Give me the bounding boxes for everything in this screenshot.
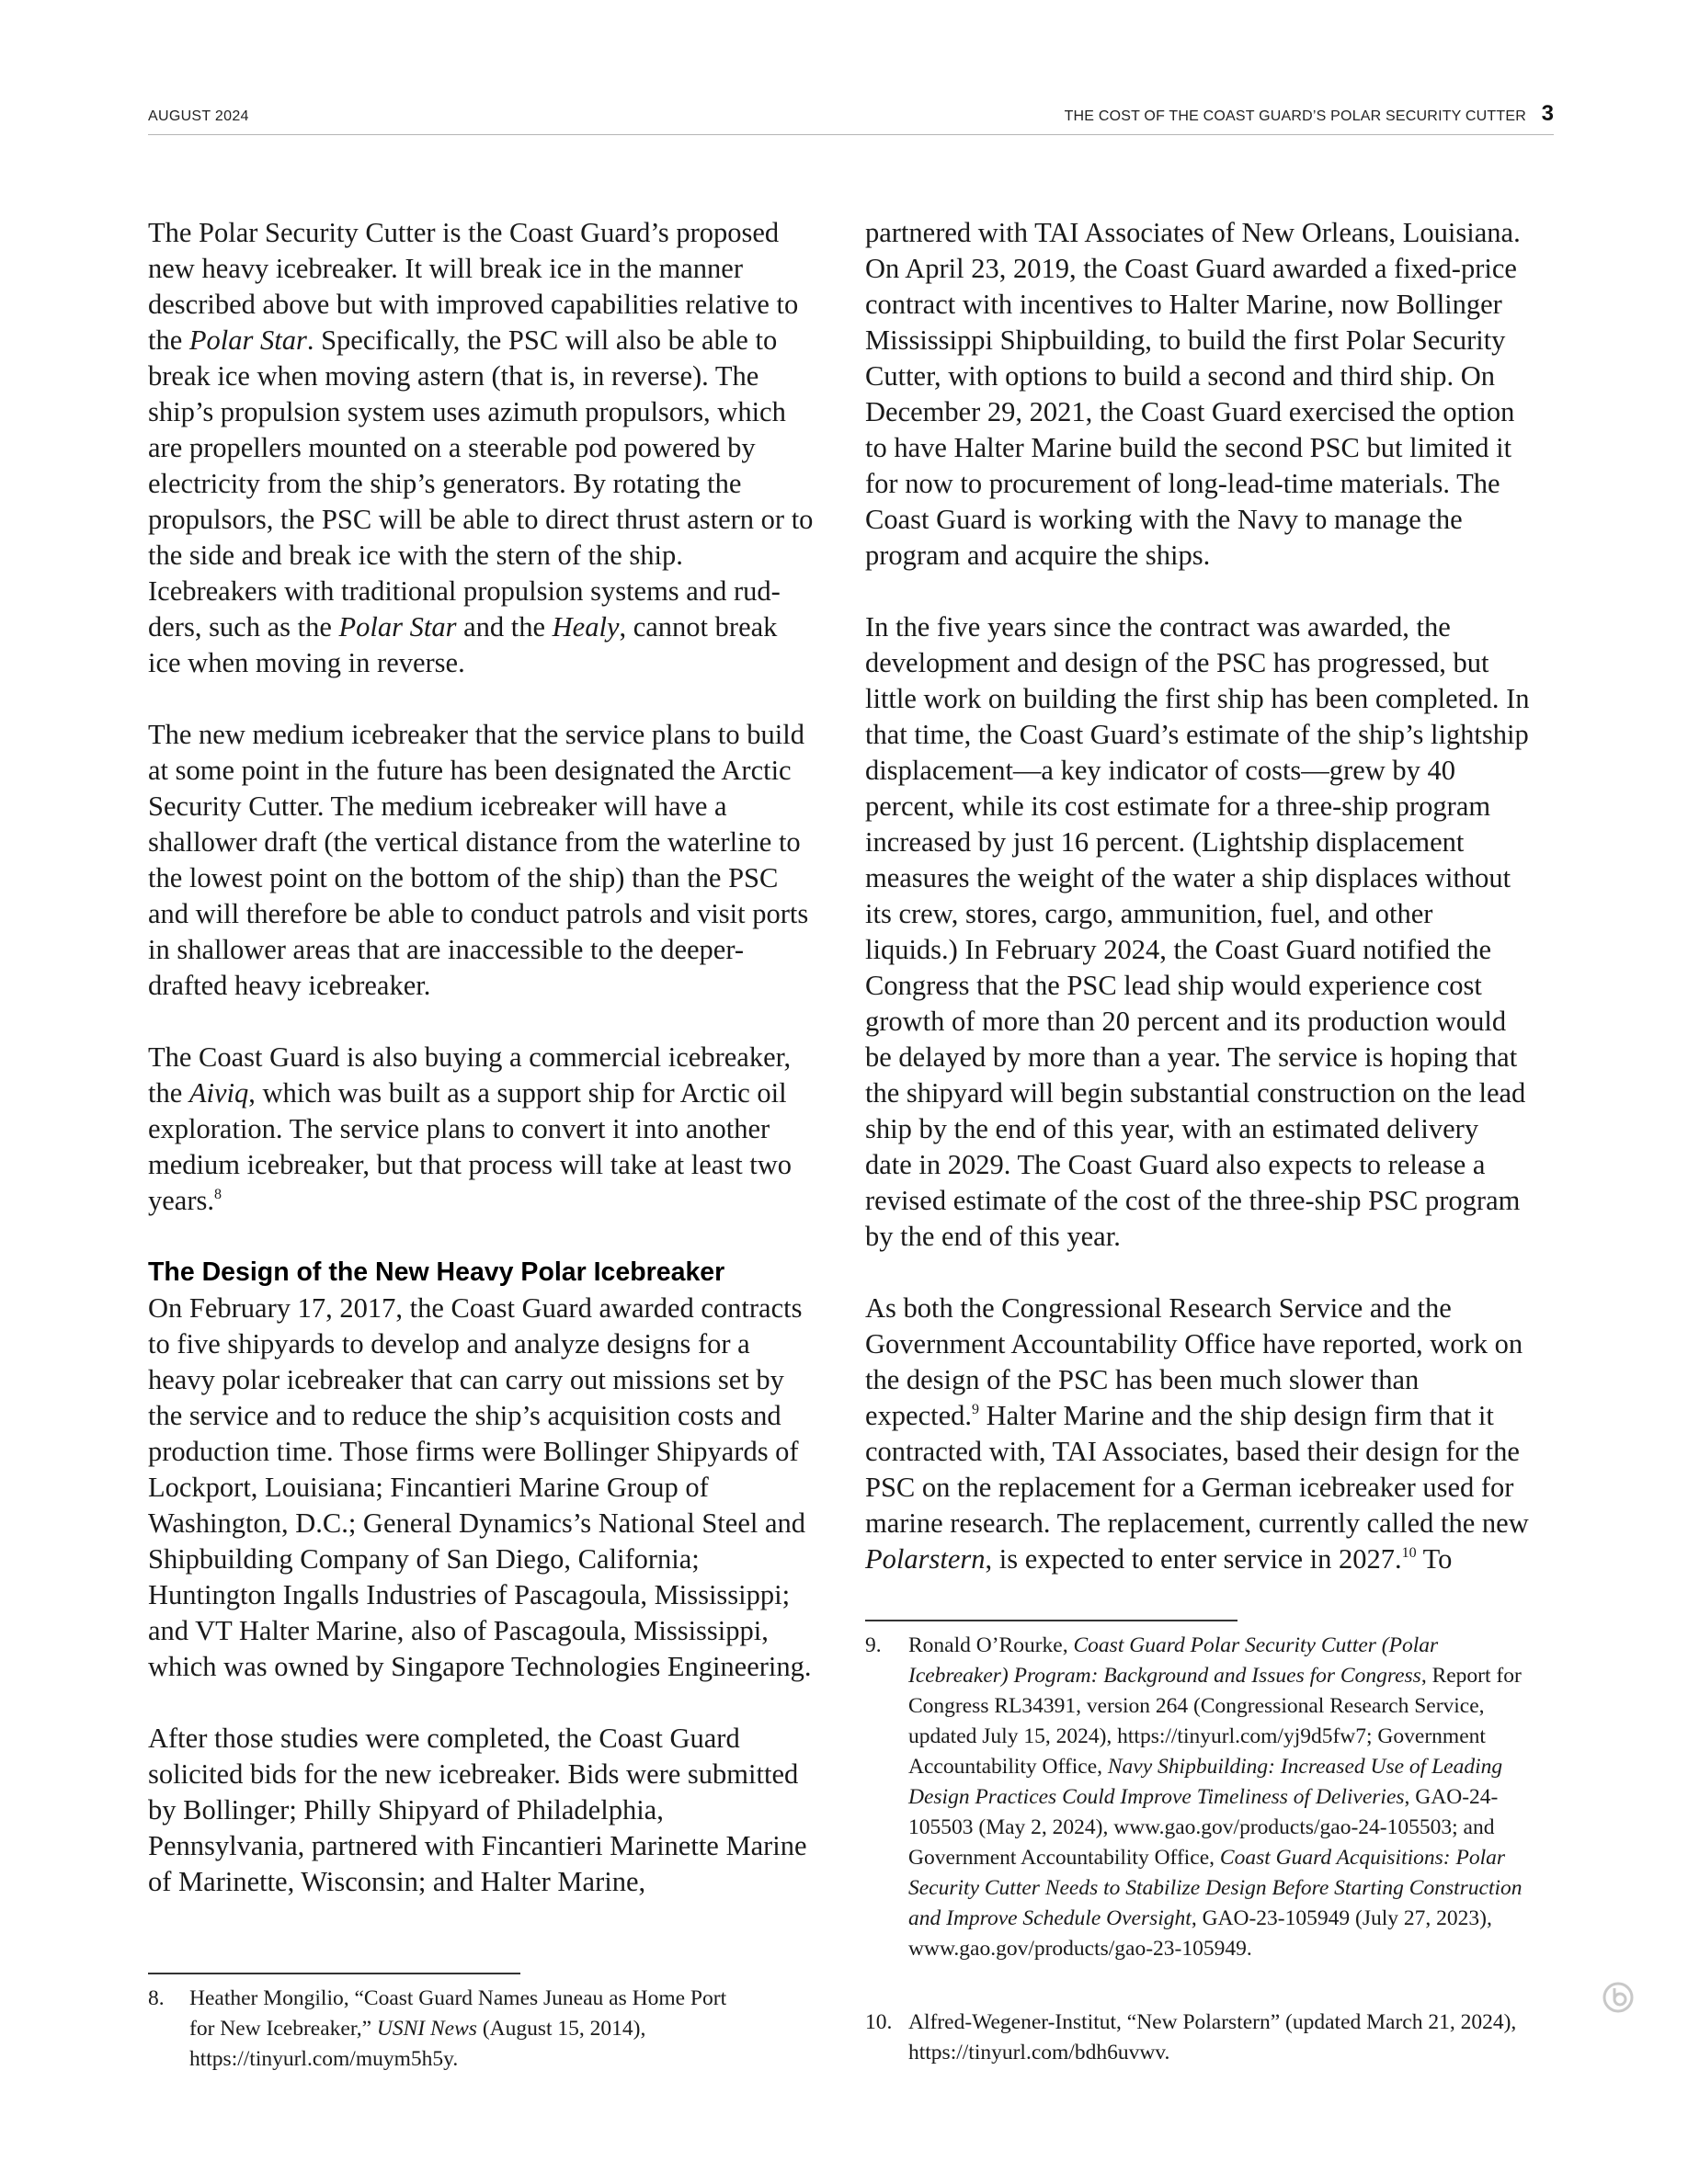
paragraph-progress: In the five years since the contract was awarded, the development and design of the PSC has progressed, but little work on building the first ship has been completed. In that time, the Coast Guard’s estimate of the ship’s lightship displacement—a key indicator of costs—grew by 40 percent, while its cost estimate for a three-ship program increased by just 16 percent. (Lightship displacement measures the weight of the water a ship displaces without its crew, stores, cargo, ammunition, fuel, and other liquids.) In February 2024, the Coast Guard notified the Congress that the PSC lead ship would experience cost growth of more than 20 percent and its production would be delayed by more than a year. The service is hoping that the shipyard will begin substantial construction on the lead ship by the end of this year, with an estimated delivery date in 2029. The Coast Guard also expects to release a revised estimate of the cost of the three-ship PSC program by the end of this year. (865, 611, 1530, 1252)
footnote-ref: 9 (972, 1402, 979, 1417)
left-column (148, 215, 815, 1900)
section-heading: The Design of the New Heavy Polar Icebreaker (148, 1257, 725, 1287)
right-column (865, 215, 1532, 1577)
paragraph-design-contracts: On February 17, 2017, the Coast Guard awarded contracts to five shipyards to develop and analyze designs for a heavy polar icebreaker that can carry out missions set by the service and to reduce the ship’s acquisition costs and production time. Those firms were Bollinger Shipyards of Lockport, Louisiana; Fincantieri Marine Group of Washington, D.C.; General Dynamics’s National Steel and Shipbuilding Company of San Diego, California; Huntington Ingalls Industries of Pascagoula, Mississippi; and VT Halter Marine, also of Pascagoula, Mississippi, which was owned by Singapore Technologies Engineering. (148, 1292, 812, 1682)
page-number: 3 (1541, 101, 1554, 126)
ship-name: Healy (552, 611, 620, 643)
ship-name: Polarstern (865, 1543, 986, 1575)
paragraph-aiviq: The Coast Guard is also buying a commercial icebreaker, the Aiviq, which was built as a support ship for Arctic oil exploration. The service plans to convert it into another medium icebreaker, but that process will take at least two years.$^8$ (148, 1041, 793, 1216)
header-title: THE COST OF THE COAST GUARD’S POLAR SECURITY CUTTER (1064, 108, 1526, 124)
paragraph-arctic-security-cutter: The new medium icebreaker that the service plans to build at some point in the future has been designated the Arctic Security Cutter. The medium icebreaker will have a shallower draft (the vertical distance from the waterline to the lowest point on the bottom of the ship) than the PSC and will therefore be able to conduct patrols and visit ports in shallower areas that are inaccessible to the deeper-drafted heavy icebreaker. (148, 719, 809, 1001)
footnote-ref: 8 (213, 1187, 222, 1202)
ship-name: Polar Star (188, 324, 307, 356)
ship-name: Polar Star (338, 611, 457, 643)
paragraph-bids: After those studies were completed, the Coast Guard solicited bids for the new icebreaker. Bids were submitted by Bollinger; Philly Shipyard of Philadelphia, Pennsylvania, partnered with Fincantieri Marinette Marine of Marinette, Wisconsin; and Halter Marine, (148, 1723, 807, 1897)
footnote-rule (865, 1620, 1237, 1621)
footnote-9: 9. Ronald O’Rourke, Coast Guard Polar Security Cutter (Polar Icebreaker) Program: Background and Issues for Congress, Report for Congress RL34391, version 264 (Congressional Research Service, updated July 15, 2024), https://tinyurl.com/yj9d5fw7; Government Accountability Office, Navy Shipbuilding: Increased Use of Leading Design Practices Could Improve Timeliness of Deliveries, GAO-24-105503 (May 2, 2024), www.gao.gov/products/gao-24-105503; and Government Accountability Office, Coast Guard Acquisitions: Polar Security Cutter Needs to Stabilize Design Before Starting Construction and Improve Schedule Oversight, GAO-23-105949 (July 27, 2023), www.gao.gov/products/gao-23-105949. (865, 1633, 1523, 1961)
footnote-10: 10. Alfred-Wegener-Institut, “New Polarstern” (updated March 21, 2024), https://tinyurl.com/bdh6uvwv. (865, 2010, 1517, 2065)
footnote-rule (148, 1973, 520, 1974)
footnote-ref: 10 (1401, 1545, 1417, 1561)
ship-name: Aiviq (188, 1077, 249, 1109)
paragraph-psc-overview: The Polar Security Cutter is the Coast Guard’s proposed new heavy icebreaker. It will break ice in the manner described above but with improved capabilities relative to the Polar Star. Specifically, the PSC will also be able to break ice when moving astern (that is, in reverse). The ship’s propulsion system uses azimuth propulsors, which are propellers mounted on a steerable pod powered by electricity from the ship’s generators. By rotating the propulsors, the PSC will be able to direct thrust astern or to the side and break ice with the stern of the ship. Icebreakers with traditional propulsion systems and rudders, such as the Polar Star and the Healy, cannot break ice when moving in reverse. (148, 217, 814, 678)
cbo-logo-icon (1602, 1982, 1634, 2013)
paragraph-contract-award: partnered with TAI Associates of New Orleans, Louisiana. On April 23, 2019, the Coast Guard awarded a fixed-price contract with incentives to Halter Marine, now Bollinger Mississippi Shipbuilding, to build the first Polar Security Cutter, with options to build a second and third ship. On December 29, 2021, the Coast Guard exercised the option to have Halter Marine build the second PSC but limited it for now to procurement of long-lead-time materials. The Coast Guard is working with the Navy to manage the program and acquire the ships. (865, 217, 1521, 571)
paragraph-design-delays: As both the Congressional Research Service and the Government Accountability Office have reported, work on the design of the PSC has been much slower than expected.$^9$ Halter Marine and the ship design firm that it contracted with, TAI Associates, based their design for the PSC on the replacement for a German icebreaker used for marine research. The replacement, currently called the new Polarstern, is expected to enter service in 2027.10 To (865, 1292, 1529, 1575)
header-date: AUGUST 2024 (148, 108, 249, 124)
footnote-8: 8. Heather Mongilio, “Coast Guard Names Juneau as Home Port for New Icebreaker,” USNI News (August 15, 2014), https://tinyurl.com/muym5h5y. (148, 1986, 727, 2071)
running-header (148, 101, 1554, 135)
